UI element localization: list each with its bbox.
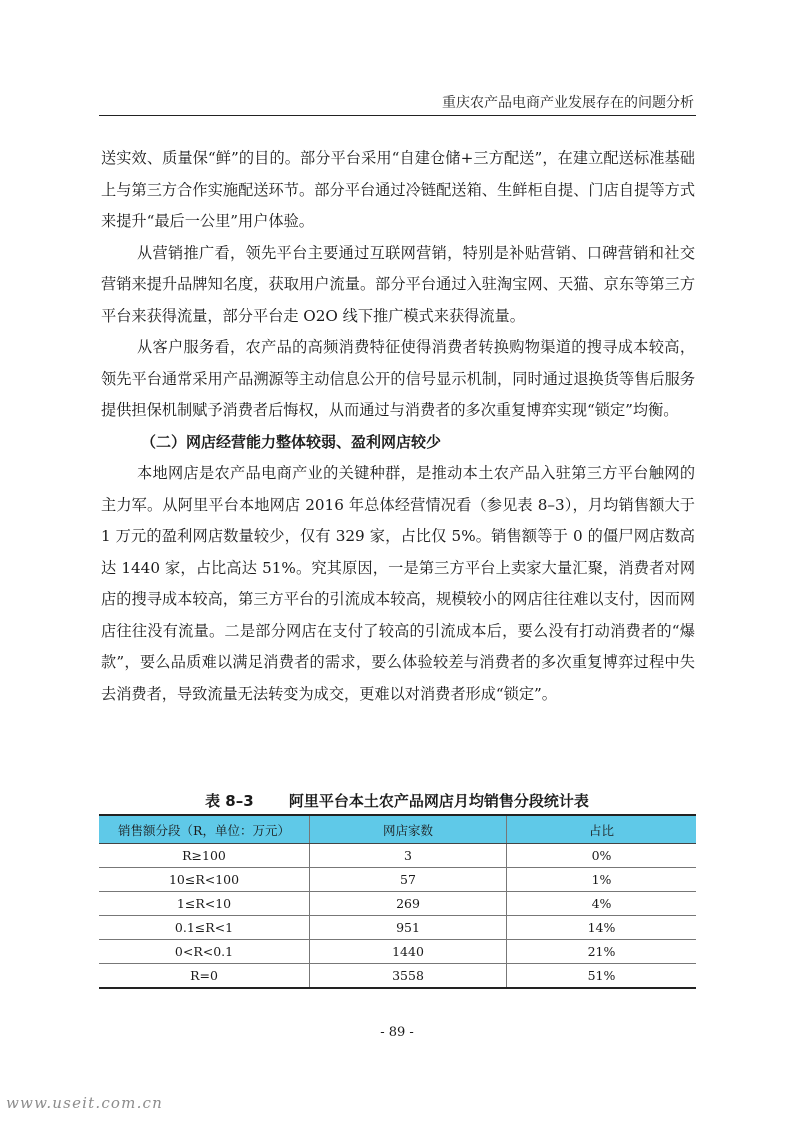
cell-store-count: 57 xyxy=(310,868,507,892)
paragraph: 从客户服务看，农产品的高频消费特征使得消费者转换购物渠道的搜寻成本较高，领先平台通常采用产品溯源等主动信息公开的信号显示机制，同时通过退换货等售后服务提供担保机制赋予消费者后悔权，从而通过与消费者的多次重复博弈实现“锁定”均衡。 xyxy=(101,338,695,419)
header-divider xyxy=(99,115,696,116)
cell-sales-range: 10≤R<100 xyxy=(99,868,310,892)
table-row xyxy=(99,868,696,892)
cell-store-count: 1440 xyxy=(310,940,507,964)
table-caption xyxy=(0,790,794,811)
column-header-store-count: 网店家数 xyxy=(310,815,507,844)
watermark: www.useit.com.cn xyxy=(6,1094,164,1112)
table-row xyxy=(99,964,696,989)
cell-share: 1% xyxy=(507,868,697,892)
cell-store-count: 951 xyxy=(310,916,507,940)
column-header-sales-range: 销售额分段（R，单位：万元） xyxy=(99,815,310,844)
table-row xyxy=(99,844,696,868)
cell-sales-range: R≥100 xyxy=(99,844,310,868)
cell-store-count: 3558 xyxy=(310,964,507,989)
section-heading: （二）网店经营能力整体较弱、盈利网店较少 xyxy=(141,432,442,451)
cell-sales-range: 0.1≤R<1 xyxy=(99,916,310,940)
table-row xyxy=(99,892,696,916)
table-caption-number: 表 8–3 xyxy=(205,792,254,810)
cell-share: 0% xyxy=(507,844,697,868)
cell-sales-range: 1≤R<10 xyxy=(99,892,310,916)
cell-store-count: 269 xyxy=(310,892,507,916)
column-header-share: 占比 xyxy=(507,815,697,844)
body-text xyxy=(101,143,695,710)
sales-statistics-table xyxy=(99,814,696,989)
cell-store-count: 3 xyxy=(310,844,507,868)
paragraph: 从营销推广看，领先平台主要通过互联网营销，特别是补贴营销、口碑营销和社交营销来提升品牌知名度，获取用户流量。部分平台通过入驻淘宝网、天猫、京东等第三方平台来获得流量，部分平台走 O2O 线下推广模式来获得流量。 xyxy=(101,243,695,325)
cell-share: 4% xyxy=(507,892,697,916)
paragraph: 送实效、质量保“鲜”的目的。部分平台采用“自建仓储+三方配送”，在建立配送标准基础上与第三方合作实施配送环节。部分平台通过冷链配送箱、生鲜柜自提、门店自提等方式来提升“最后一公里”用户体验。 xyxy=(101,149,695,230)
table-row xyxy=(99,916,696,940)
paragraph: 本地网店是农产品电商产业的关键种群，是推动本土农产品入驻第三方平台触网的主力军。从阿里平台本地网店 2016 年总体经营情况看（参见表 8–3），月均销售额大于 1 万元的盈利网店数量较少，仅有 329 家，占比仅 5%。销售额等于 0 的僵尸网店数高达 1440 家，占比高达 51%。究其原因，一是第三方平台上卖家大量汇聚，消费者对网店的搜寻成本较高，第三方平台的引流成本较高，规模较小的网店往往难以支付，因而网店往往没有流量。二是部分网店在支付了较高的引流成本后，要么没有打动消费者的“爆款”，要么品质难以满足消费者的需求，要么体验较差与消费者的多次重复博弈过程中失去消费者，导致流量无法转变为成交，更难以对消费者形成“锁定”。 xyxy=(101,464,695,703)
page-number: - 89 - xyxy=(380,1025,414,1040)
cell-share: 51% xyxy=(507,964,697,989)
cell-share: 21% xyxy=(507,940,697,964)
table-header-row xyxy=(99,815,696,844)
cell-sales-range: 0<R<0.1 xyxy=(99,940,310,964)
table-caption-title: 阿里平台本土农产品网店月均销售分段统计表 xyxy=(288,792,589,810)
running-header: 重庆农产品电商产业发展存在的问题分析 xyxy=(442,95,694,111)
cell-share: 14% xyxy=(507,916,697,940)
table-row xyxy=(99,940,696,964)
cell-sales-range: R=0 xyxy=(99,964,310,989)
